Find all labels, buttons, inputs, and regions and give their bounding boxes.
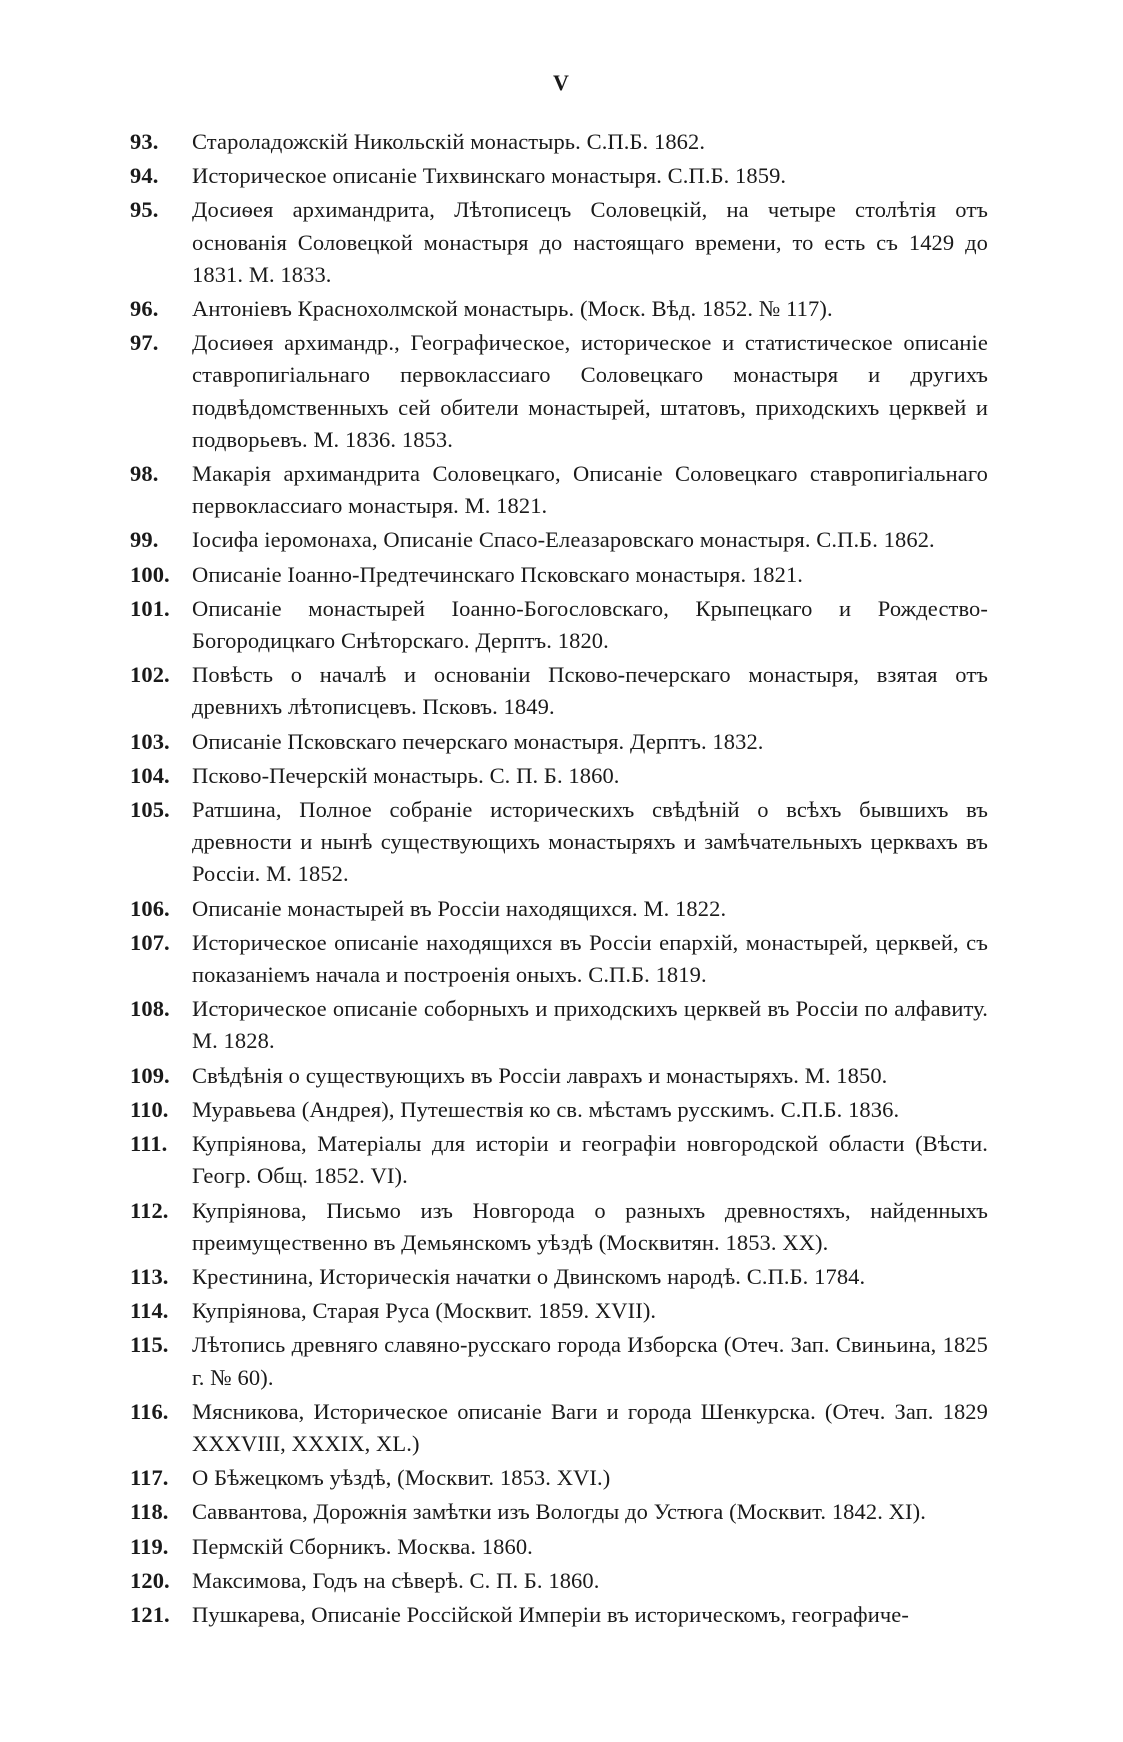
bibliography-entry [130,194,988,291]
entry-text: Купріянова, Старая Руса (Москвит. 1859. XVII). [192,1298,657,1324]
entry-text: Свѣдѣнія о существующихъ въ Россіи лаврахъ и монастыряхъ. М. 1850. [192,1062,888,1088]
entry-number: 98. [130,461,159,487]
bibliography-entry [130,1094,988,1126]
entry-text: Историческое описаніе Тихвинскаго монастыря. С.П.Б. 1859. [192,163,787,189]
bibliography-entry [130,1060,988,1092]
entry-number: 101. [130,595,170,621]
bibliography-entry [130,726,988,758]
bibliography-entry [130,794,988,891]
page-number: V [553,70,570,95]
entry-number: 93. [130,129,159,154]
entry-text: Историческое описаніе соборныхъ и приходскихъ церквей въ Россіи по алфавиту. М. 1828. [192,996,988,1054]
entry-number: 97. [130,330,159,356]
entry-text: Максимова, Годъ на сѣверѣ. С. П. Б. 1860. [192,1567,600,1593]
bibliography-entry [130,927,988,991]
entry-number: 113. [130,1263,169,1289]
entry-text: Ратшина, Полное собраніе историческихъ свѣдѣній о всѣхъ бывшихъ въ древности и нынѣ существующихъ монастыряхъ и замѣчательныхъ церквахъ въ Россіи. М. 1852. [192,797,988,887]
bibliography-entry [130,1531,988,1563]
entry-text: Купріянова, Матеріалы для исторіи и географіи новгородской области (Вѣсти. Геогр. Общ. 1852. VI). [192,1131,988,1189]
entry-text: Саввантова, Дорожнія замѣтки изъ Вологды до Устюга (Москвит. 1842. XI). [192,1499,926,1525]
entry-number: 100. [130,561,170,587]
bibliography-entry [130,160,988,192]
entry-number: 104. [130,762,170,788]
bibliography-entry [130,993,988,1057]
bibliography-entry [130,1462,988,1494]
bibliography-entry [130,1128,988,1192]
entry-text: О Бѣжецкомъ уѣздѣ, (Москвит. 1853. XVI.) [192,1465,611,1491]
bibliography-entry [130,524,988,556]
entry-text: Макарія архимандрита Соловецкаго, Описаніе Соловецкаго ставропигіальнаго первоклассиаго монастыря. М. 1821. [192,461,988,519]
entry-text: Описаніе монастырей въ Россіи находящихся. М. 1822. [192,895,727,921]
entry-number: 106. [130,895,170,921]
bibliography-entry [130,293,988,325]
entry-text: Описаніе монастырей Іоанно-Богословскаго, Крыпецкаго и Рождество-Богородицкаго Снѣторскаго. Дерптъ. 1820. [192,595,988,654]
entry-text: Досиѳея архимандрита, Лѣтописецъ Соловецкій, на четыре столѣтія отъ основанія Соловецкой монастыря до настоящаго времени, то есть съ 1429 до 1831. М. 1833. [192,197,988,287]
bibliography-entry [130,593,988,657]
entry-text: Мясникова, Историческое описаніе Ваги и города Шенкурска. (Отеч. Зап. 1829 XXXVIII, XXXIX, XL.) [192,1398,988,1456]
entry-text: Антоніевъ Краснохолмской монастырь. (Моск. Вѣд. 1852. № 117). [192,296,833,322]
entry-text: Іосифа іеромонаха, Описаніе Спасо-Елеазаровскаго монастыря. С.П.Б. 1862. [192,527,935,553]
entry-number: 103. [130,728,170,754]
entry-number: 117. [130,1465,169,1491]
entry-number: 111. [130,1131,168,1157]
entry-text: Крестинина, Историческія начатки о Двинскомъ народѣ. С.П.Б. 1784. [192,1263,866,1289]
bibliography-entry [130,327,988,456]
entry-number: 120. [130,1567,170,1593]
bibliography-entry [130,893,988,925]
entry-number: 94. [130,163,159,189]
entry-number: 118. [130,1499,169,1525]
bibliography-entry [130,1496,988,1528]
entry-text: Купріянова, Письмо изъ Новгорода о разныхъ древностяхъ, найденныхъ преимущественно въ Демьянскомъ уѣздѣ (Москвитян. 1853. XX). [192,1197,988,1255]
entry-text: Описаніе Іоанно-Предтечинскаго Псковскаго монастыря. 1821. [192,561,804,587]
entry-number: 115. [130,1332,169,1358]
entry-text: Староладожскій Никольскій монастырь. С.П.Б. 1862. [192,129,706,154]
entry-text: Досиѳея архимандр., Географическое, историческое и статистическое описаніе ставропигіальнаго первоклассиаго Соловецкаго монастыря и другихъ подвѣдомственныхъ сей обители монастырей, штатовъ, приходскихъ церквей и подворьевъ. М. 1836. 1853. [192,330,988,452]
entry-number: 105. [130,797,170,823]
entry-number: 121. [130,1601,170,1627]
entry-number: 107. [130,929,170,955]
bibliography-entry [130,1396,988,1460]
entry-text: Пермскій Сборникъ. Москва. 1860. [192,1533,533,1559]
entry-number: 114. [130,1298,169,1324]
entry-number: 99. [130,527,159,553]
entry-number: 110. [130,1096,169,1122]
entry-text: Историческое описаніе находящихся въ Россіи епархій, монастырей, церквей, съ показаніемъ начала и построенія оныхъ. С.П.Б. 1819. [192,929,988,988]
bibliography-entry [130,559,988,591]
entry-number: 119. [130,1533,169,1559]
bibliography-entry [130,659,988,723]
bibliography-entry [130,1599,988,1631]
entry-number: 96. [130,296,159,322]
entry-text: Псково-Печерскій монастырь. С. П. Б. 1860. [192,762,620,788]
entry-text: Описаніе Псковскаго печерскаго монастыря. Дерптъ. 1832. [192,728,764,754]
entry-text: Пушкарева, Описаніе Россійской Имперіи въ историческомъ, географиче- [192,1601,909,1627]
entry-number: 112. [130,1197,169,1223]
bibliography-entry [130,1195,988,1259]
entry-number: 109. [130,1062,170,1088]
entry-number: 108. [130,996,170,1022]
bibliography-entry [130,1295,988,1327]
bibliography-entry [130,126,988,158]
bibliography-list [130,126,988,1633]
bibliography-entry [130,1565,988,1597]
entry-text: Муравьева (Андрея), Путешествія ко св. мѣстамъ русскимъ. С.П.Б. 1836. [192,1096,900,1122]
bibliography-entry [130,458,988,522]
entry-number: 116. [130,1398,169,1424]
entry-text: Повѣсть о началѣ и основаніи Псково-печерскаго монастыря, взятая отъ древнихъ лѣтописцевъ. Псковъ. 1849. [192,662,988,720]
entry-text: Лѣтопись древняго славяно-русскаго города Изборска (Отеч. Зап. Свиньина, 1825 г. № 60). [192,1332,988,1390]
entry-number: 102. [130,662,170,688]
bibliography-entry [130,1329,988,1393]
bibliography-entry [130,760,988,792]
entry-number: 95. [130,197,159,223]
bibliography-entry [130,1261,988,1293]
